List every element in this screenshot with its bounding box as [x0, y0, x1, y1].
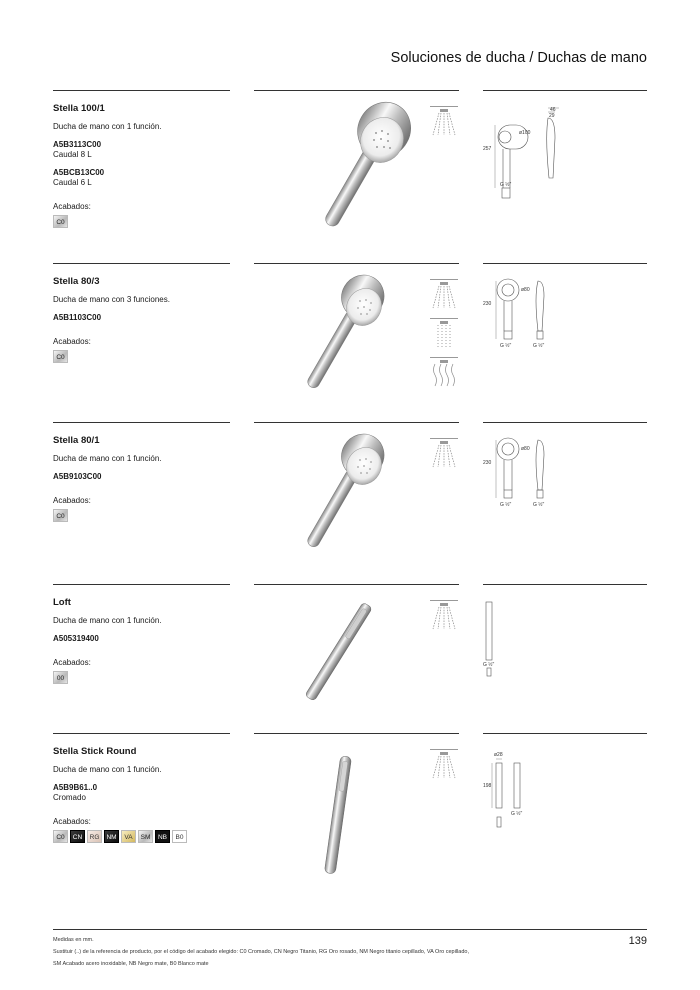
divider: [483, 90, 647, 91]
product-info: [53, 436, 233, 522]
finish-swatch-rg: RG: [87, 830, 102, 843]
divider: [483, 584, 647, 585]
finishes-label: Acabados:: [53, 202, 91, 211]
spray-function-icons: [430, 279, 458, 396]
page-title: Soluciones de ducha / Duchas de mano: [390, 50, 647, 66]
product-photo: [254, 98, 459, 238]
reference-code: A5B9B61..0: [53, 783, 98, 792]
product-photo: [254, 430, 459, 570]
product-description: Ducha de mano con 1 función.: [53, 765, 162, 774]
flow-rate: Caudal 8 L: [53, 150, 92, 159]
spray-rain-icon: [430, 106, 458, 137]
finish-swatches: [53, 830, 233, 843]
spray-function-icons: [430, 438, 458, 477]
dimension-label: 46: [550, 107, 556, 113]
technical-drawing: [483, 592, 647, 732]
footer-divider: [53, 929, 647, 930]
divider: [483, 733, 647, 734]
finishes-label: Acabados:: [53, 817, 91, 826]
finish-name: Cromado: [53, 793, 86, 802]
finish-swatch-c0: C0: [53, 830, 68, 843]
reference-code: A505319400: [53, 634, 99, 643]
finish-swatches: [53, 215, 233, 228]
product-stella-80-1: [0, 422, 700, 572]
finishes-label: Acabados:: [53, 658, 91, 667]
divider: [254, 733, 459, 734]
spray-function-icons: [430, 600, 458, 639]
page-number: 139: [628, 935, 647, 947]
finish-swatch-00: 00: [53, 671, 68, 684]
reference-code: A5B1103C00: [53, 313, 102, 322]
divider: [53, 90, 230, 91]
footer-note-measures: Medidas en mm.: [53, 937, 94, 943]
product-stella-80-3: [0, 263, 700, 413]
product-name: Loft: [53, 597, 71, 608]
product-name: Stella 80/3: [53, 276, 100, 287]
divider: [53, 584, 230, 585]
divider: [254, 422, 459, 423]
finish-swatch-cn: CN: [70, 830, 85, 843]
dimension-label: 29: [549, 113, 555, 119]
spray-function-icons: [430, 106, 458, 145]
finish-swatch-va: VA: [121, 830, 136, 843]
reference-code: A5BCB13C00: [53, 168, 105, 177]
divider: [53, 263, 230, 264]
dimension-label: ø100: [519, 130, 531, 136]
product-info: [53, 104, 233, 228]
spray-rain-icon: [430, 600, 458, 631]
finish-swatch-sm: SM: [138, 830, 153, 843]
technical-drawing: [483, 271, 647, 411]
product-photo: [254, 271, 459, 411]
dimension-label: ø28: [494, 752, 503, 758]
divider: [483, 422, 647, 423]
product-stella-100-1: [0, 90, 700, 240]
product-info: [53, 277, 233, 363]
finish-swatches: [53, 509, 233, 522]
product-photo: [254, 741, 459, 881]
finish-swatch-nb: NB: [155, 830, 170, 843]
dimension-label: ø80: [521, 287, 530, 293]
finish-swatch-c0: C0: [53, 509, 68, 522]
divider: [483, 263, 647, 264]
product-stella-stick-round: [0, 733, 700, 883]
dimension-label: G ½": [533, 502, 545, 508]
divider: [53, 422, 230, 423]
divider: [53, 733, 230, 734]
spray-mix-icon: [430, 357, 458, 388]
divider: [254, 584, 459, 585]
reference-code: A5B9103C00: [53, 472, 102, 481]
finish-swatch-nm: NM: [104, 830, 119, 843]
spray-massage-icon: [430, 318, 458, 349]
finish-swatch-b0: B0: [172, 830, 187, 843]
product-loft: [0, 584, 700, 734]
reference-code: A5B3113C00: [53, 140, 102, 149]
product-description: Ducha de mano con 1 función.: [53, 616, 162, 625]
spray-rain-icon: [430, 438, 458, 469]
product-photo: [254, 592, 459, 732]
dimension-label: 230: [483, 301, 492, 307]
dimension-label: 230: [483, 460, 492, 466]
product-name: Stella 100/1: [53, 103, 105, 114]
dimension-label: G ½": [511, 811, 523, 817]
dimension-label: G ½": [500, 182, 512, 188]
dimension-label: G ½": [483, 662, 495, 668]
product-description: Ducha de mano con 3 funciones.: [53, 295, 170, 304]
product-description: Ducha de mano con 1 función.: [53, 122, 162, 131]
finish-swatch-c0: C0: [53, 215, 68, 228]
product-name: Stella Stick Round: [53, 746, 137, 757]
footer-note-finish-codes-cont: SM Acabado acero inoxidable, NB Negro mate, B0 Blanco mate: [53, 961, 209, 967]
dimension-label: G ½": [500, 502, 512, 508]
dimension-label: G ½": [500, 343, 512, 349]
finish-swatch-c0: C0: [53, 350, 68, 363]
technical-drawing: [483, 98, 647, 238]
product-info: [53, 747, 233, 843]
finishes-label: Acabados:: [53, 496, 91, 505]
flow-rate: Caudal 6 L: [53, 178, 92, 187]
finish-swatches: [53, 671, 233, 684]
dimension-label: G ½": [533, 343, 545, 349]
spray-rain-icon: [430, 749, 458, 780]
product-name: Stella 80/1: [53, 435, 100, 446]
dimension-label: 198: [483, 783, 492, 789]
product-description: Ducha de mano con 1 función.: [53, 454, 162, 463]
dimension-label: 257: [483, 146, 492, 152]
divider: [254, 90, 459, 91]
spray-function-icons: [430, 749, 458, 788]
finish-swatches: [53, 350, 233, 363]
technical-drawing: [483, 741, 647, 881]
footer-note-finish-codes: Sustituir (..) de la referencia de producto, por el código del acabado elegido: C0 Cromado, CN Negro Titanio, RG Oro rosado, NM Negro titanio cepillado, VA Oro cepillado,: [53, 949, 469, 955]
finishes-label: Acabados:: [53, 337, 91, 346]
divider: [254, 263, 459, 264]
technical-drawing: [483, 430, 647, 570]
spray-rain-icon: [430, 279, 458, 310]
product-info: [53, 598, 233, 684]
dimension-label: ø80: [521, 446, 530, 452]
